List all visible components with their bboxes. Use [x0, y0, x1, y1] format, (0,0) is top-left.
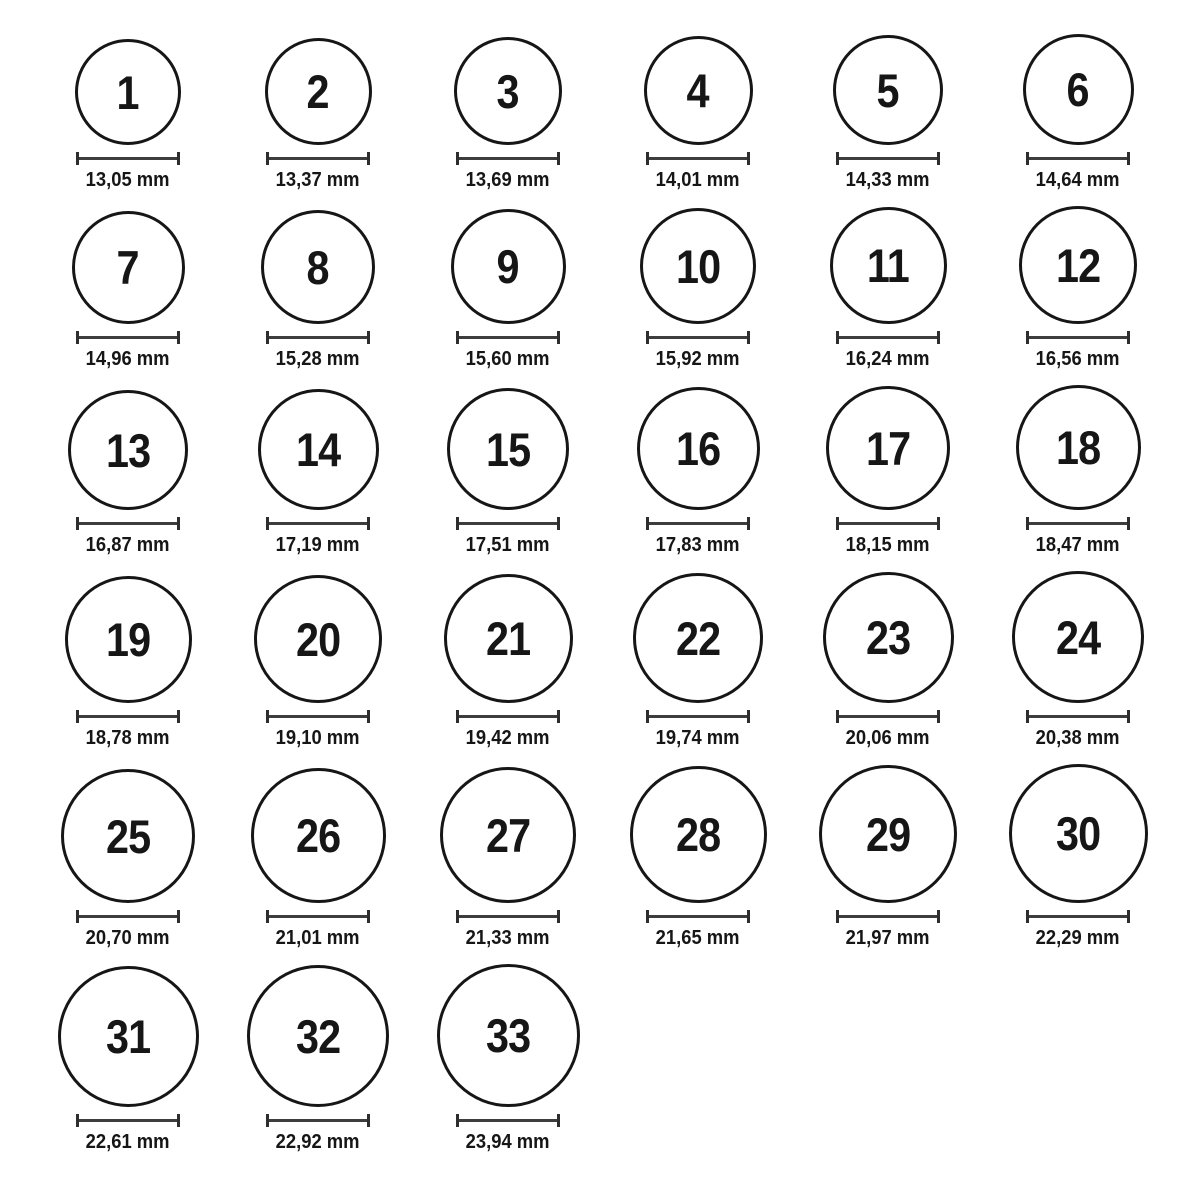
measure-line [839, 715, 937, 718]
measure-line [1029, 915, 1127, 918]
measure-line [459, 715, 557, 718]
ring-circle [633, 573, 763, 703]
measure-line [839, 522, 937, 525]
measure-line [269, 157, 367, 160]
measure-tick-right [557, 1114, 560, 1127]
ring-size-cell [983, 206, 1173, 371]
ring-circle [833, 35, 943, 145]
ring-size-number: 22 [675, 611, 721, 665]
ring-size-number: 24 [1055, 610, 1101, 664]
diameter-measure [646, 910, 750, 923]
diameter-label: 21,33 mm [466, 927, 550, 949]
ring-size-cell [33, 576, 223, 750]
ring-size-number: 2 [306, 65, 330, 118]
measure-line [79, 336, 177, 339]
ring-circle [258, 389, 379, 510]
diameter-label: 21,97 mm [846, 927, 930, 949]
measure-line [79, 915, 177, 918]
measure-tick-right [177, 1114, 180, 1127]
diameter-label: 16,87 mm [86, 534, 170, 556]
measure-tick-right [937, 910, 940, 923]
diameter-label: 16,56 mm [1036, 348, 1120, 370]
ring-size-cell [223, 965, 413, 1154]
ring-circle [644, 36, 753, 145]
diameter-measure [836, 517, 940, 530]
measure-tick-right [367, 517, 370, 530]
diameter-measure [266, 1114, 370, 1127]
ring-size-number: 17 [865, 421, 911, 475]
ring-size-number: 11 [867, 239, 909, 292]
ring-size-cell [33, 390, 223, 557]
measure-line [649, 522, 747, 525]
ring-circle [819, 765, 957, 903]
ring-size-number: 30 [1055, 807, 1101, 860]
ring-circle [637, 387, 760, 510]
ring-size-cell [603, 573, 793, 750]
diameter-measure [836, 910, 940, 923]
diameter-label: 20,06 mm [846, 727, 930, 749]
ring-size-cell [223, 38, 413, 192]
ring-circle [454, 37, 562, 145]
ring-circle [630, 766, 767, 903]
ring-circle [58, 966, 199, 1107]
diameter-label: 17,19 mm [276, 534, 360, 556]
measure-line [269, 522, 367, 525]
ring-size-cell [983, 385, 1173, 557]
measure-tick-right [1127, 710, 1130, 723]
ring-size-number: 15 [485, 422, 531, 476]
diameter-label: 21,65 mm [656, 927, 740, 949]
measure-line [459, 915, 557, 918]
measure-line [839, 915, 937, 918]
diameter-label: 14,01 mm [656, 169, 740, 191]
diameter-measure [266, 710, 370, 723]
diameter-measure [456, 710, 560, 723]
ring-size-number: 7 [116, 241, 140, 294]
ring-size-cell [793, 207, 983, 371]
measure-tick-right [1127, 517, 1130, 530]
ring-size-number: 19 [105, 613, 151, 666]
diameter-label: 18,78 mm [86, 727, 170, 749]
ring-size-number: 16 [675, 422, 721, 475]
diameter-measure [646, 152, 750, 165]
diameter-label: 19,74 mm [656, 727, 740, 749]
diameter-label: 22,92 mm [276, 1131, 360, 1153]
measure-tick-right [937, 152, 940, 165]
diameter-measure [646, 331, 750, 344]
diameter-label: 18,47 mm [1036, 534, 1120, 556]
ring-circle [451, 209, 566, 324]
measure-tick-right [557, 152, 560, 165]
measure-tick-right [747, 331, 750, 344]
ring-size-number: 25 [105, 809, 151, 863]
ring-circle [1009, 764, 1148, 903]
diameter-measure [456, 517, 560, 530]
measure-tick-right [177, 910, 180, 923]
measure-tick-right [937, 710, 940, 723]
ring-size-cell [33, 39, 223, 192]
measure-line [649, 336, 747, 339]
ring-circle [247, 965, 389, 1107]
measure-tick-right [367, 910, 370, 923]
measure-line [459, 522, 557, 525]
diameter-measure [456, 910, 560, 923]
measure-line [839, 336, 937, 339]
measure-line [459, 336, 557, 339]
size-row [33, 385, 1200, 557]
diameter-label: 13,37 mm [276, 169, 360, 191]
measure-tick-right [557, 910, 560, 923]
ring-circle [1012, 571, 1144, 703]
measure-tick-right [367, 710, 370, 723]
ring-size-cell [223, 575, 413, 750]
measure-tick-right [1127, 152, 1130, 165]
measure-tick-right [177, 331, 180, 344]
measure-tick-right [557, 517, 560, 530]
measure-line [79, 1119, 177, 1122]
diameter-measure [76, 1114, 180, 1127]
measure-line [1029, 336, 1127, 339]
measure-line [1029, 715, 1127, 718]
size-row [33, 206, 1200, 371]
ring-size-cell [603, 387, 793, 557]
ring-size-number: 6 [1066, 63, 1090, 116]
ring-size-cell [983, 34, 1173, 192]
ring-size-number: 5 [876, 63, 900, 117]
diameter-measure [1026, 710, 1130, 723]
diameter-label: 14,33 mm [846, 169, 930, 191]
diameter-measure [266, 517, 370, 530]
ring-size-number: 29 [865, 807, 911, 861]
ring-size-cell [413, 964, 603, 1154]
diameter-label: 15,92 mm [656, 348, 740, 370]
measure-tick-right [367, 331, 370, 344]
measure-line [459, 1119, 557, 1122]
size-row [33, 764, 1200, 950]
measure-line [839, 157, 937, 160]
ring-size-cell [983, 764, 1173, 950]
ring-size-number: 14 [295, 423, 341, 476]
diameter-label: 21,01 mm [276, 927, 360, 949]
ring-size-cell [413, 767, 603, 950]
ring-circle [251, 768, 386, 903]
ring-circle [68, 390, 188, 510]
diameter-label: 15,60 mm [466, 348, 550, 370]
ring-size-cell [793, 572, 983, 750]
diameter-label: 13,05 mm [86, 169, 170, 191]
ring-size-cell [413, 37, 603, 192]
diameter-measure [76, 517, 180, 530]
ring-size-number: 31 [105, 1010, 151, 1063]
diameter-measure [646, 517, 750, 530]
diameter-measure [836, 710, 940, 723]
diameter-label: 18,15 mm [846, 534, 930, 556]
ring-circle [261, 210, 375, 324]
size-row [33, 34, 1200, 192]
ring-circle [447, 388, 569, 510]
ring-size-cell [603, 766, 793, 950]
size-row [33, 964, 1200, 1154]
measure-line [79, 157, 177, 160]
diameter-label: 19,10 mm [276, 727, 360, 749]
measure-tick-right [747, 152, 750, 165]
diameter-measure [266, 910, 370, 923]
ring-size-number: 9 [496, 240, 520, 293]
ring-circle [65, 576, 192, 703]
measure-line [649, 715, 747, 718]
ring-size-cell [413, 388, 603, 557]
diameter-measure [266, 331, 370, 344]
measure-line [649, 157, 747, 160]
diameter-label: 20,38 mm [1036, 727, 1120, 749]
diameter-measure [76, 331, 180, 344]
diameter-measure [836, 152, 940, 165]
size-row [33, 571, 1200, 750]
ring-size-number: 21 [485, 612, 531, 665]
diameter-measure [456, 152, 560, 165]
ring-size-cell [223, 768, 413, 950]
ring-size-number: 8 [306, 240, 330, 294]
ring-size-number: 1 [116, 65, 140, 119]
ring-size-cell [793, 386, 983, 557]
ring-size-number: 33 [485, 1009, 531, 1062]
ring-size-number: 27 [485, 808, 531, 862]
ring-size-number: 10 [675, 239, 721, 293]
measure-line [1029, 157, 1127, 160]
diameter-measure [836, 331, 940, 344]
diameter-label: 23,94 mm [466, 1131, 550, 1153]
measure-line [459, 157, 557, 160]
diameter-measure [646, 710, 750, 723]
ring-circle [640, 208, 756, 324]
measure-line [269, 715, 367, 718]
diameter-label: 15,28 mm [276, 348, 360, 370]
measure-tick-right [177, 152, 180, 165]
ring-size-cell [413, 209, 603, 371]
ring-size-cell [33, 769, 223, 950]
measure-tick-right [367, 152, 370, 165]
ring-circle [440, 767, 576, 903]
diameter-measure [1026, 517, 1130, 530]
measure-tick-right [747, 517, 750, 530]
measure-line [1029, 522, 1127, 525]
diameter-label: 22,29 mm [1036, 927, 1120, 949]
diameter-measure [1026, 331, 1130, 344]
diameter-measure [1026, 152, 1130, 165]
diameter-measure [266, 152, 370, 165]
ring-circle [823, 572, 954, 703]
measure-tick-right [1127, 331, 1130, 344]
measure-tick-right [557, 331, 560, 344]
diameter-measure [76, 910, 180, 923]
measure-line [269, 1119, 367, 1122]
ring-circle [61, 769, 195, 903]
ring-size-cell [223, 210, 413, 371]
diameter-label: 19,42 mm [466, 727, 550, 749]
measure-tick-right [557, 710, 560, 723]
measure-line [79, 522, 177, 525]
ring-size-number: 28 [675, 808, 721, 861]
ring-size-number: 32 [295, 1009, 341, 1063]
measure-line [79, 715, 177, 718]
diameter-label: 22,61 mm [86, 1131, 170, 1153]
ring-circle [72, 211, 185, 324]
measure-tick-right [177, 710, 180, 723]
ring-size-cell [603, 36, 793, 192]
ring-size-number: 26 [295, 809, 341, 862]
ring-circle [826, 386, 950, 510]
measure-tick-right [1127, 910, 1130, 923]
diameter-label: 14,64 mm [1036, 169, 1120, 191]
diameter-measure [456, 1114, 560, 1127]
measure-tick-right [937, 517, 940, 530]
diameter-label: 13,69 mm [466, 169, 550, 191]
measure-line [649, 915, 747, 918]
measure-line [269, 336, 367, 339]
ring-size-cell [33, 211, 223, 371]
diameter-label: 20,70 mm [86, 927, 170, 949]
measure-tick-right [747, 710, 750, 723]
measure-tick-right [177, 517, 180, 530]
diameter-measure [76, 152, 180, 165]
ring-size-number: 4 [686, 64, 710, 117]
ring-circle [75, 39, 181, 145]
ring-size-number: 13 [105, 423, 151, 477]
diameter-label: 17,51 mm [466, 534, 550, 556]
ring-size-cell [983, 571, 1173, 750]
diameter-measure [456, 331, 560, 344]
measure-tick-right [367, 1114, 370, 1127]
ring-size-cell [413, 574, 603, 750]
ring-size-number: 23 [865, 611, 911, 664]
ring-circle [1019, 206, 1137, 324]
ring-size-cell [33, 966, 223, 1154]
ring-circle [254, 575, 382, 703]
measure-tick-right [747, 910, 750, 923]
diameter-label: 14,96 mm [86, 348, 170, 370]
diameter-label: 16,24 mm [846, 348, 930, 370]
diameter-measure [76, 710, 180, 723]
ring-circle [1016, 385, 1141, 510]
ring-size-number: 3 [496, 64, 520, 118]
ring-size-cell [223, 389, 413, 557]
diameter-measure [1026, 910, 1130, 923]
ring-circle [1023, 34, 1134, 145]
ring-size-number: 18 [1055, 421, 1101, 474]
ring-circle [437, 964, 580, 1107]
measure-tick-right [937, 331, 940, 344]
ring-size-cell [793, 765, 983, 950]
diameter-label: 17,83 mm [656, 534, 740, 556]
ring-size-cell [793, 35, 983, 192]
ring-size-number: 12 [1055, 238, 1101, 292]
ring-size-number: 20 [295, 612, 341, 666]
ring-circle [444, 574, 573, 703]
measure-line [269, 915, 367, 918]
ring-circle [265, 38, 372, 145]
ring-size-cell [603, 208, 793, 371]
ring-circle [830, 207, 947, 324]
